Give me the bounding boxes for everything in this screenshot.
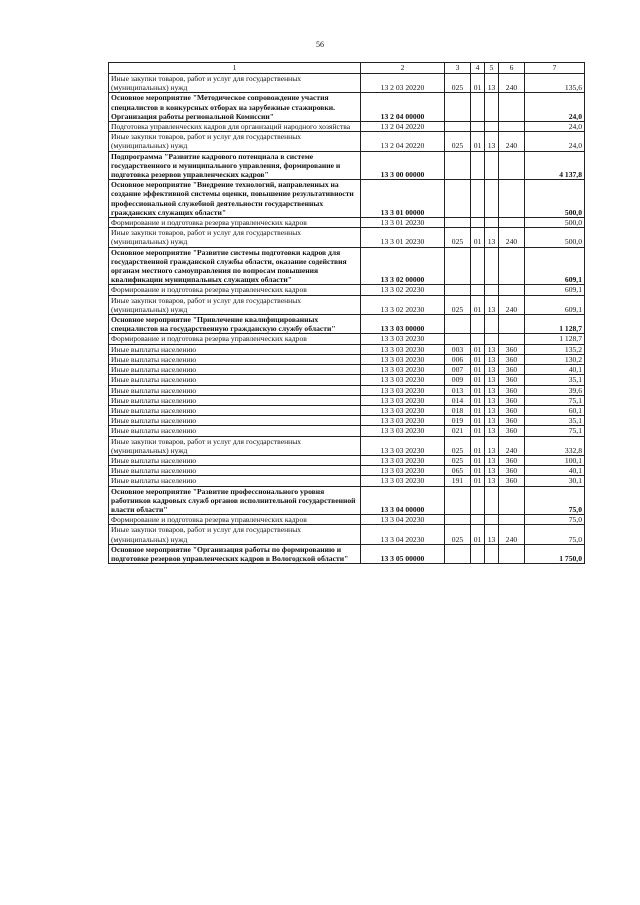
table-row <box>109 365 585 375</box>
row-section-cell <box>471 247 485 285</box>
row-amount-cell: 75,0 <box>525 525 585 544</box>
row-amount-cell: 75,1 <box>525 426 585 436</box>
row-subsection-cell: 13 <box>485 476 499 486</box>
row-section-cell: 01 <box>471 132 485 151</box>
row-amount-cell: 135,6 <box>525 74 585 93</box>
row-amount-cell: 39,6 <box>525 385 585 395</box>
row-code-cell: 13 3 03 20230 <box>361 466 445 476</box>
row-subsection-cell: 13 <box>485 344 499 354</box>
row-code-cell: 13 3 01 00000 <box>361 180 445 218</box>
row-name-cell: Формирование и подготовка резерва управленческих кадров <box>109 218 361 228</box>
table-row <box>109 344 585 354</box>
row-name-cell: Основное мероприятие "Внедрение технологий, направленных на создание эффективной системы оценки, повышение результативности профессиональной служебной деятельности государственных гражданских служащих области" <box>109 180 361 218</box>
row-section-cell: 01 <box>471 354 485 364</box>
row-subsection-cell <box>485 486 499 515</box>
row-name-cell: Основное мероприятие "Методическое сопровождение участия специалистов в конкурсных отборах на зарубежные стажировки. Организация работы региональной Комиссии" <box>109 93 361 122</box>
row-subsection-cell: 13 <box>485 375 499 385</box>
row-subsection-cell <box>485 247 499 285</box>
table-row <box>109 285 585 295</box>
row-expense-type-cell <box>499 486 525 515</box>
row-name-cell: Иные выплаты населению <box>109 426 361 436</box>
row-expense-type-cell <box>499 285 525 295</box>
row-code-cell: 13 3 03 20230 <box>361 416 445 426</box>
row-subsection-cell <box>485 122 499 132</box>
row-amount-cell: 1 128,7 <box>525 315 585 334</box>
row-expense-type-cell <box>499 93 525 122</box>
row-subsection-cell: 13 <box>485 74 499 93</box>
row-expense-type-cell: 360 <box>499 426 525 436</box>
row-section-cell: 01 <box>471 455 485 465</box>
row-name-cell: Иные выплаты населению <box>109 375 361 385</box>
table-row <box>109 334 585 344</box>
row-code-cell: 13 3 03 20230 <box>361 344 445 354</box>
header-col-6: 6 <box>499 63 525 74</box>
table-row <box>109 93 585 122</box>
row-amount-cell: 40,1 <box>525 365 585 375</box>
row-name-cell: Иные выплаты населению <box>109 416 361 426</box>
row-ministry-code-cell: 007 <box>445 365 471 375</box>
table-row <box>109 315 585 334</box>
row-ministry-code-cell: 065 <box>445 466 471 476</box>
row-expense-type-cell: 360 <box>499 344 525 354</box>
row-section-cell: 01 <box>471 365 485 375</box>
row-subsection-cell: 13 <box>485 385 499 395</box>
row-amount-cell: 35,1 <box>525 416 585 426</box>
row-section-cell: 01 <box>471 228 485 247</box>
row-code-cell: 13 3 03 20230 <box>361 375 445 385</box>
table-row <box>109 74 585 93</box>
row-subsection-cell: 13 <box>485 416 499 426</box>
row-expense-type-cell: 360 <box>499 385 525 395</box>
row-expense-type-cell: 240 <box>499 295 525 314</box>
table-row <box>109 455 585 465</box>
table-row <box>109 416 585 426</box>
table-row <box>109 218 585 228</box>
row-ministry-code-cell: 025 <box>445 132 471 151</box>
row-section-cell: 01 <box>471 395 485 405</box>
row-name-cell: Подготовка управленческих кадров для организаций народного хозяйства <box>109 122 361 132</box>
row-section-cell: 01 <box>471 74 485 93</box>
row-name-cell: Иные выплаты населению <box>109 455 361 465</box>
row-section-cell <box>471 93 485 122</box>
row-ministry-code-cell <box>445 151 471 180</box>
row-amount-cell: 24,0 <box>525 93 585 122</box>
row-expense-type-cell: 360 <box>499 476 525 486</box>
row-subsection-cell: 13 <box>485 354 499 364</box>
row-amount-cell: 60,1 <box>525 405 585 415</box>
row-expense-type-cell: 240 <box>499 132 525 151</box>
row-code-cell: 13 3 03 20230 <box>361 385 445 395</box>
row-amount-cell: 24,0 <box>525 122 585 132</box>
table-row <box>109 354 585 364</box>
row-section-cell <box>471 544 485 563</box>
row-name-cell: Иные закупки товаров, работ и услуг для государственных (муниципальных) нужд <box>109 525 361 544</box>
row-expense-type-cell: 360 <box>499 405 525 415</box>
row-subsection-cell <box>485 544 499 563</box>
row-subsection-cell: 13 <box>485 525 499 544</box>
row-ministry-code-cell: 025 <box>445 525 471 544</box>
table-row <box>109 375 585 385</box>
row-ministry-code-cell: 025 <box>445 455 471 465</box>
row-subsection-cell <box>485 285 499 295</box>
table-row <box>109 180 585 218</box>
row-amount-cell: 30,1 <box>525 476 585 486</box>
row-amount-cell: 24,0 <box>525 132 585 151</box>
table-row <box>109 476 585 486</box>
row-expense-type-cell: 240 <box>499 436 525 455</box>
row-name-cell: Иные закупки товаров, работ и услуг для государственных (муниципальных) нужд <box>109 132 361 151</box>
row-amount-cell: 75,0 <box>525 486 585 515</box>
header-row <box>109 63 585 74</box>
row-name-cell: Иные выплаты населению <box>109 365 361 375</box>
row-amount-cell: 4 137,8 <box>525 151 585 180</box>
row-section-cell <box>471 515 485 525</box>
row-expense-type-cell <box>499 515 525 525</box>
row-amount-cell: 40,1 <box>525 466 585 476</box>
row-expense-type-cell <box>499 247 525 285</box>
row-expense-type-cell <box>499 180 525 218</box>
budget-table <box>108 62 585 564</box>
row-section-cell: 01 <box>471 426 485 436</box>
row-amount-cell: 100,1 <box>525 455 585 465</box>
row-section-cell <box>471 486 485 515</box>
row-ministry-code-cell: 025 <box>445 295 471 314</box>
row-code-cell: 13 3 03 20230 <box>361 354 445 364</box>
row-amount-cell: 35,1 <box>525 375 585 385</box>
row-name-cell: Формирование и подготовка резерва управленческих кадров <box>109 334 361 344</box>
row-amount-cell: 500,0 <box>525 180 585 218</box>
row-name-cell: Иные выплаты населению <box>109 466 361 476</box>
row-amount-cell: 1 128,7 <box>525 334 585 344</box>
row-subsection-cell <box>485 515 499 525</box>
row-amount-cell: 332,8 <box>525 436 585 455</box>
row-code-cell: 13 3 03 20230 <box>361 436 445 455</box>
header-col-2: 2 <box>361 63 445 74</box>
row-name-cell: Иные выплаты населению <box>109 344 361 354</box>
row-name-cell: Иные выплаты населению <box>109 385 361 395</box>
row-ministry-code-cell <box>445 93 471 122</box>
row-code-cell: 13 3 03 00000 <box>361 315 445 334</box>
table-body <box>109 74 585 564</box>
row-code-cell: 13 2 04 00000 <box>361 93 445 122</box>
row-ministry-code-cell: 021 <box>445 426 471 436</box>
row-section-cell <box>471 285 485 295</box>
header-col-3: 3 <box>445 63 471 74</box>
row-code-cell: 13 3 03 20230 <box>361 455 445 465</box>
row-name-cell: Формирование и подготовка резерва управленческих кадров <box>109 515 361 525</box>
row-subsection-cell <box>485 180 499 218</box>
row-ministry-code-cell: 191 <box>445 476 471 486</box>
row-expense-type-cell: 360 <box>499 365 525 375</box>
row-section-cell: 01 <box>471 405 485 415</box>
row-code-cell: 13 3 04 20230 <box>361 515 445 525</box>
row-expense-type-cell: 360 <box>499 466 525 476</box>
row-ministry-code-cell: 025 <box>445 74 471 93</box>
table-header <box>109 63 585 74</box>
row-code-cell: 13 3 03 20230 <box>361 426 445 436</box>
table-row <box>109 228 585 247</box>
row-name-cell: Иные выплаты населению <box>109 476 361 486</box>
table-row <box>109 486 585 515</box>
row-subsection-cell <box>485 315 499 334</box>
row-expense-type-cell: 240 <box>499 74 525 93</box>
row-section-cell: 01 <box>471 344 485 354</box>
row-name-cell: Формирование и подготовка резерва управленческих кадров <box>109 285 361 295</box>
row-code-cell: 13 3 03 20230 <box>361 365 445 375</box>
row-ministry-code-cell <box>445 247 471 285</box>
row-ministry-code-cell: 003 <box>445 344 471 354</box>
row-name-cell: Подпрограмма "Развитие кадрового потенциала в системе государственного и муниципального управления, формирование и подготовка резервов управленческих кадров" <box>109 151 361 180</box>
row-name-cell: Основное мероприятие "Организация работы по формированию и подготовке резервов управленческих кадров в Вологодской области" <box>109 544 361 563</box>
table-row <box>109 426 585 436</box>
row-expense-type-cell <box>499 122 525 132</box>
row-expense-type-cell: 360 <box>499 354 525 364</box>
row-subsection-cell: 13 <box>485 466 499 476</box>
row-code-cell: 13 3 02 20230 <box>361 285 445 295</box>
row-expense-type-cell: 240 <box>499 228 525 247</box>
row-subsection-cell: 13 <box>485 426 499 436</box>
row-section-cell <box>471 151 485 180</box>
row-section-cell: 01 <box>471 476 485 486</box>
table-row <box>109 466 585 476</box>
header-col-1: 1 <box>109 63 361 74</box>
row-code-cell: 13 2 03 20220 <box>361 74 445 93</box>
row-section-cell: 01 <box>471 375 485 385</box>
row-name-cell: Иные выплаты населению <box>109 354 361 364</box>
row-code-cell: 13 3 03 20230 <box>361 405 445 415</box>
row-subsection-cell: 13 <box>485 455 499 465</box>
table-row <box>109 544 585 563</box>
row-subsection-cell <box>485 334 499 344</box>
row-ministry-code-cell <box>445 180 471 218</box>
row-section-cell: 01 <box>471 466 485 476</box>
row-ministry-code-cell: 009 <box>445 375 471 385</box>
row-code-cell: 13 3 01 20230 <box>361 218 445 228</box>
row-section-cell <box>471 315 485 334</box>
row-code-cell: 13 3 04 20230 <box>361 525 445 544</box>
row-ministry-code-cell: 025 <box>445 436 471 455</box>
row-amount-cell: 75,1 <box>525 395 585 405</box>
table-row <box>109 395 585 405</box>
row-name-cell: Иные закупки товаров, работ и услуг для государственных (муниципальных) нужд <box>109 295 361 314</box>
row-name-cell: Основное мероприятие "Развитие системы подготовки кадров для государственной гражданской службы области, оказание содействия органам местного самоуправления по вопросам повышения квалификации муниципальных служащих области" <box>109 247 361 285</box>
row-code-cell: 13 2 04 20220 <box>361 132 445 151</box>
row-amount-cell: 500,0 <box>525 228 585 247</box>
row-subsection-cell <box>485 151 499 180</box>
row-expense-type-cell <box>499 315 525 334</box>
row-name-cell: Иные выплаты населению <box>109 405 361 415</box>
row-ministry-code-cell: 013 <box>445 385 471 395</box>
row-code-cell: 13 2 04 20220 <box>361 122 445 132</box>
table-row <box>109 525 585 544</box>
table-row <box>109 122 585 132</box>
row-section-cell: 01 <box>471 385 485 395</box>
row-section-cell <box>471 180 485 218</box>
row-subsection-cell: 13 <box>485 405 499 415</box>
row-ministry-code-cell <box>445 486 471 515</box>
row-code-cell: 13 3 03 20230 <box>361 476 445 486</box>
row-expense-type-cell: 240 <box>499 525 525 544</box>
row-amount-cell: 75,0 <box>525 515 585 525</box>
row-amount-cell: 609,1 <box>525 295 585 314</box>
row-section-cell: 01 <box>471 525 485 544</box>
row-ministry-code-cell <box>445 544 471 563</box>
row-ministry-code-cell <box>445 122 471 132</box>
row-subsection-cell <box>485 93 499 122</box>
row-subsection-cell: 13 <box>485 228 499 247</box>
row-ministry-code-cell <box>445 334 471 344</box>
header-col-7: 7 <box>525 63 585 74</box>
row-code-cell: 13 3 01 20230 <box>361 228 445 247</box>
row-code-cell: 13 3 03 20230 <box>361 395 445 405</box>
row-ministry-code-cell: 014 <box>445 395 471 405</box>
row-name-cell: Основное мероприятие "Привлечение квалифицированных специалистов на государственную гражданскую службу области" <box>109 315 361 334</box>
row-expense-type-cell <box>499 544 525 563</box>
table-row <box>109 247 585 285</box>
row-expense-type-cell <box>499 334 525 344</box>
row-section-cell: 01 <box>471 295 485 314</box>
row-subsection-cell <box>485 218 499 228</box>
row-subsection-cell: 13 <box>485 365 499 375</box>
row-code-cell: 13 3 02 20230 <box>361 295 445 314</box>
row-amount-cell: 609,1 <box>525 247 585 285</box>
row-amount-cell: 130,2 <box>525 354 585 364</box>
table-row <box>109 132 585 151</box>
row-section-cell <box>471 218 485 228</box>
table-row <box>109 385 585 395</box>
row-name-cell: Основное мероприятие "Развитие профессионального уровня работников кадровых служб органов исполнительной государственной власти области" <box>109 486 361 515</box>
row-ministry-code-cell <box>445 285 471 295</box>
row-ministry-code-cell: 006 <box>445 354 471 364</box>
row-subsection-cell: 13 <box>485 132 499 151</box>
row-name-cell: Иные закупки товаров, работ и услуг для государственных (муниципальных) нужд <box>109 74 361 93</box>
row-code-cell: 13 3 02 00000 <box>361 247 445 285</box>
table-row <box>109 436 585 455</box>
row-name-cell: Иные выплаты населению <box>109 395 361 405</box>
page-number: 56 <box>316 40 324 49</box>
row-expense-type-cell <box>499 151 525 180</box>
row-expense-type-cell: 360 <box>499 455 525 465</box>
row-subsection-cell: 13 <box>485 295 499 314</box>
row-subsection-cell: 13 <box>485 436 499 455</box>
header-col-4: 4 <box>471 63 485 74</box>
table-row <box>109 515 585 525</box>
table-row <box>109 151 585 180</box>
row-amount-cell: 609,1 <box>525 285 585 295</box>
row-name-cell: Иные закупки товаров, работ и услуг для государственных (муниципальных) нужд <box>109 436 361 455</box>
row-subsection-cell: 13 <box>485 395 499 405</box>
row-amount-cell: 500,0 <box>525 218 585 228</box>
row-section-cell: 01 <box>471 436 485 455</box>
row-expense-type-cell <box>499 218 525 228</box>
row-ministry-code-cell: 018 <box>445 405 471 415</box>
table-row <box>109 295 585 314</box>
row-expense-type-cell: 360 <box>499 416 525 426</box>
row-expense-type-cell: 360 <box>499 395 525 405</box>
row-amount-cell: 135,2 <box>525 344 585 354</box>
row-ministry-code-cell <box>445 515 471 525</box>
row-ministry-code-cell: 025 <box>445 228 471 247</box>
header-col-5: 5 <box>485 63 499 74</box>
row-amount-cell: 1 750,0 <box>525 544 585 563</box>
row-code-cell: 13 3 00 00000 <box>361 151 445 180</box>
row-ministry-code-cell <box>445 218 471 228</box>
row-section-cell: 01 <box>471 416 485 426</box>
row-ministry-code-cell: 019 <box>445 416 471 426</box>
row-ministry-code-cell <box>445 315 471 334</box>
row-expense-type-cell: 360 <box>499 375 525 385</box>
row-section-cell <box>471 334 485 344</box>
row-code-cell: 13 3 03 20230 <box>361 334 445 344</box>
row-code-cell: 13 3 05 00000 <box>361 544 445 563</box>
row-section-cell <box>471 122 485 132</box>
row-name-cell: Иные закупки товаров, работ и услуг для государственных (муниципальных) нужд <box>109 228 361 247</box>
table-row <box>109 405 585 415</box>
row-code-cell: 13 3 04 00000 <box>361 486 445 515</box>
